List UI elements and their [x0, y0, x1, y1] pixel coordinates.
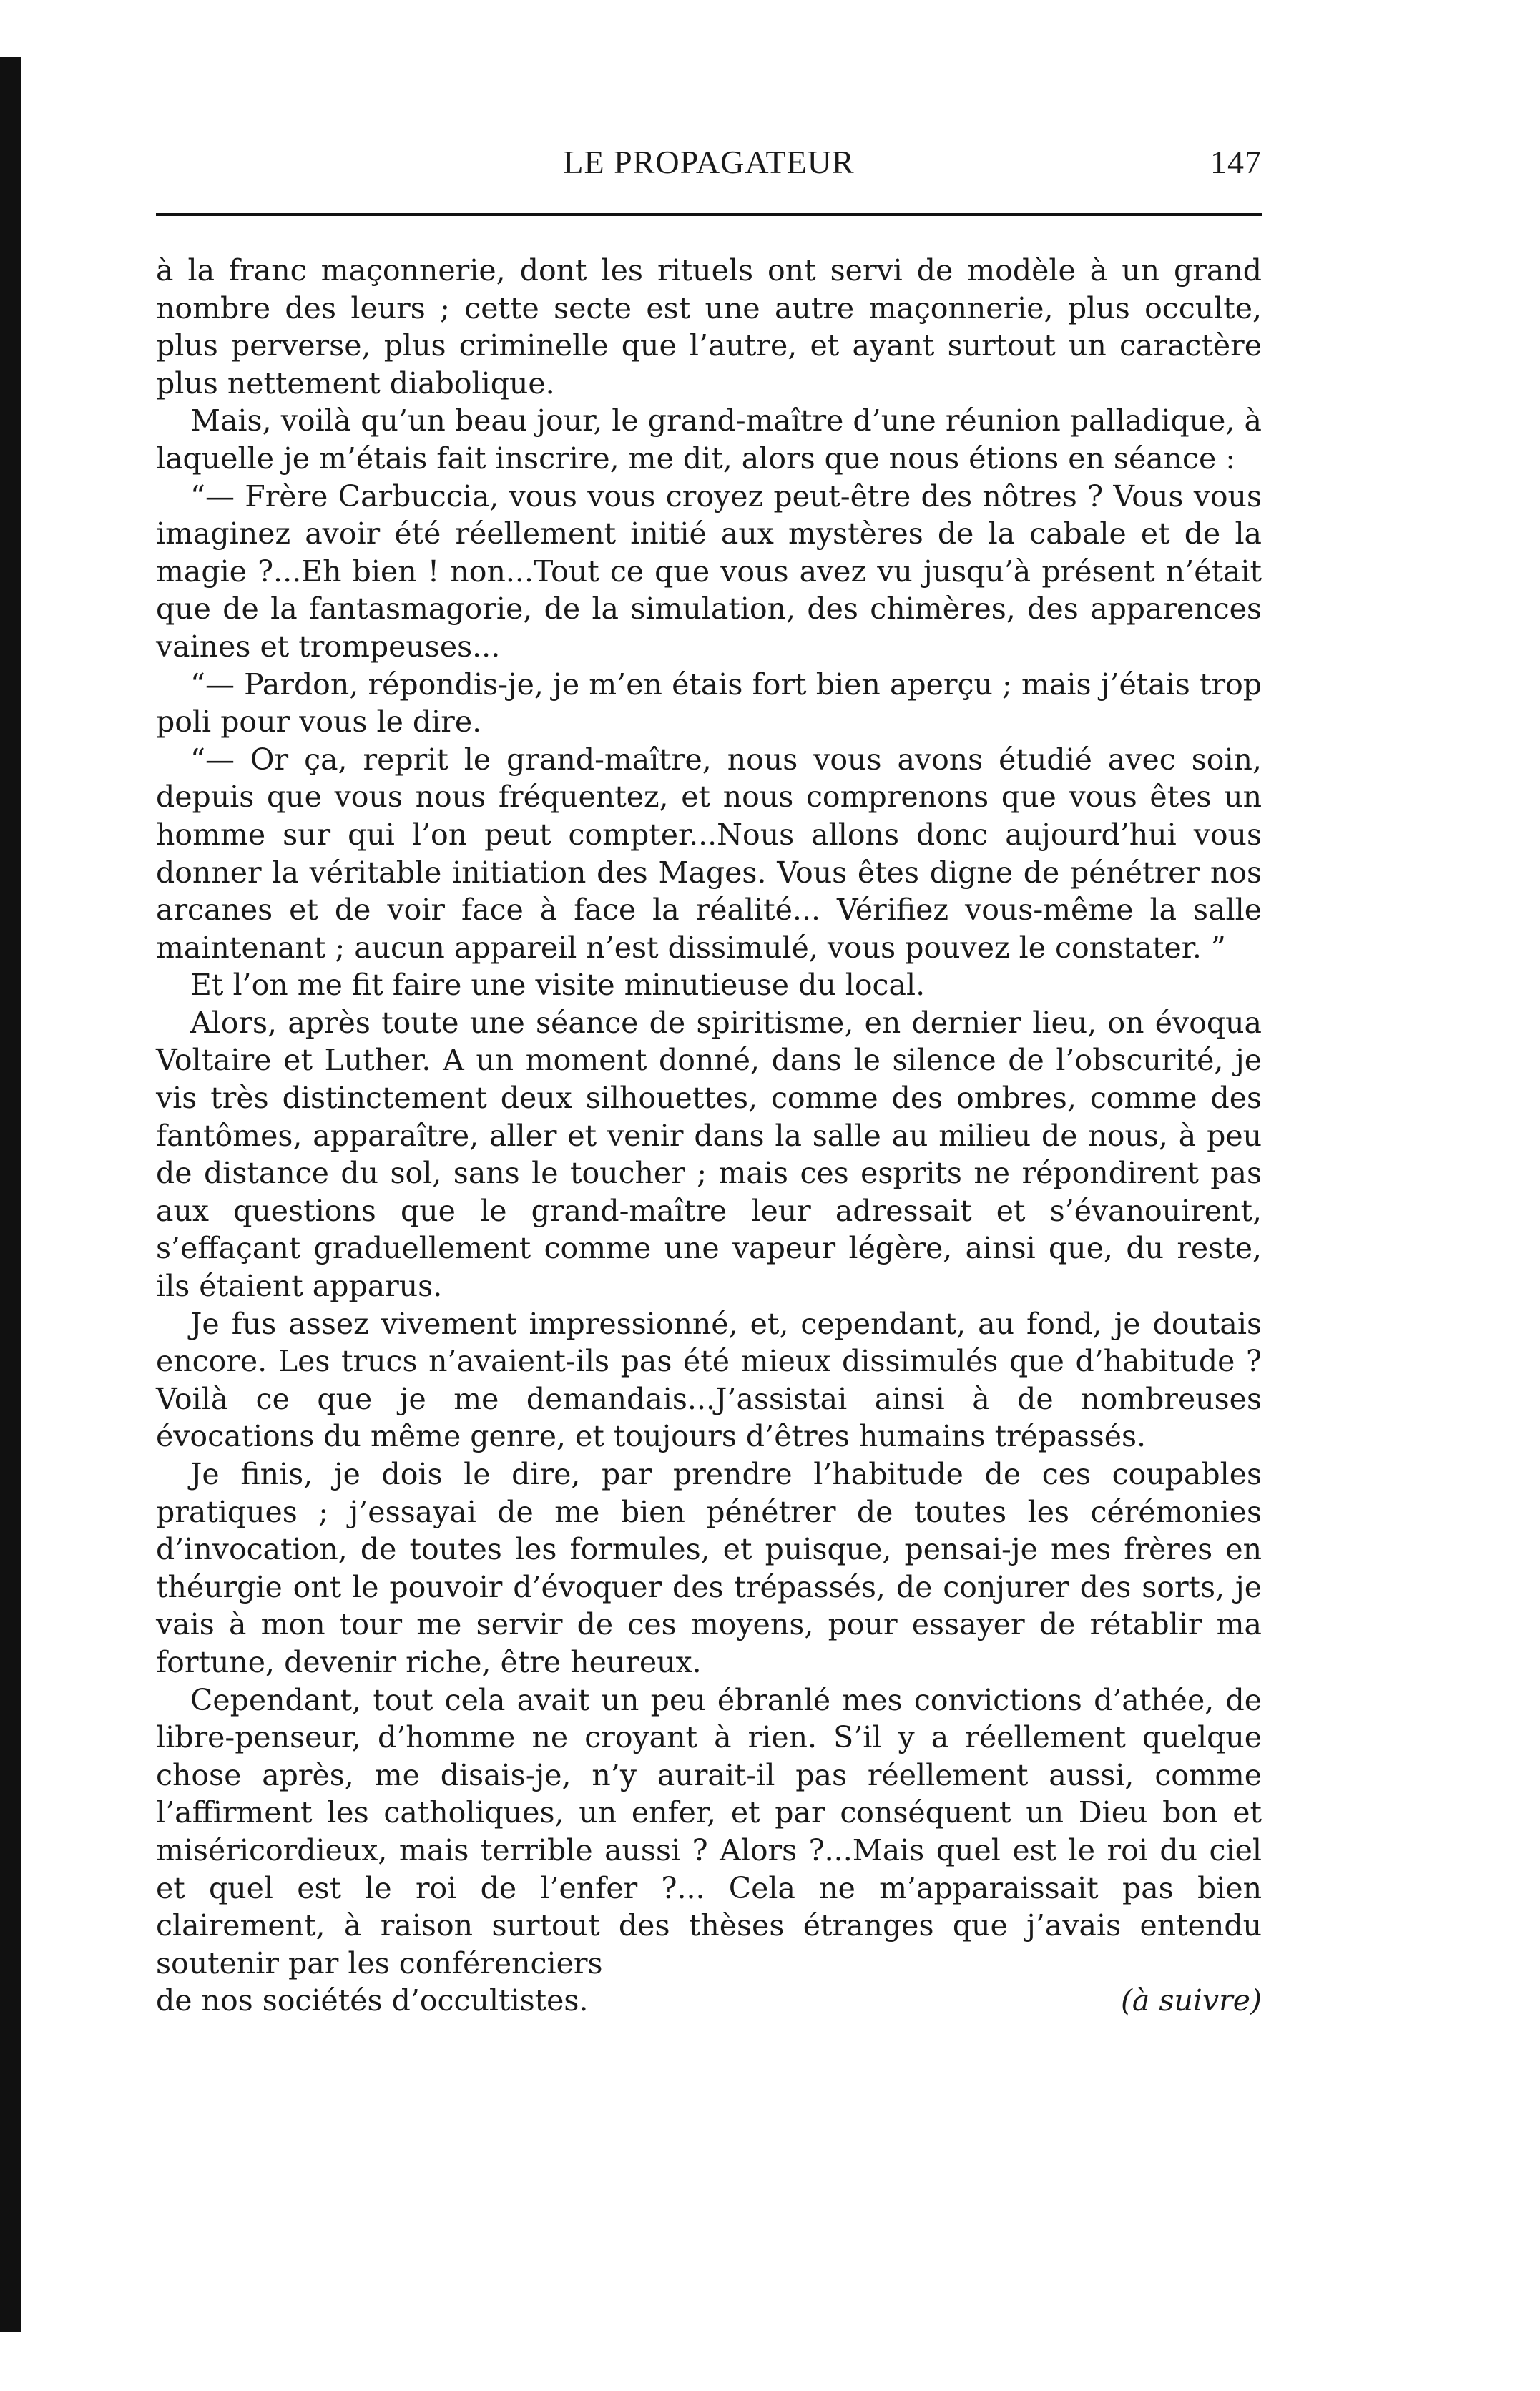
paragraph: Et l’on me fit faire une visite minutieuse du local.: [190, 968, 926, 1003]
paragraph: Alors, après toute une séance de spiritisme, en dernier lieu, on évoqua Voltaire et Luther. A un moment donné, dans le silence de l’obscurité, je vis très distinctement deux silhouettes, comme des ombres, comme des fantômes, apparaître, aller et venir dans la salle au milieu de nous, à peu de distance du sol, sans le toucher ; mais ces esprits ne répondirent pas aux questions que le grand-maître leur adressait et s’évanouirent, s’effaçant graduellement comme une vapeur légère, ainsi que, du reste, ils étaient apparus.: [156, 1005, 1262, 1304]
paragraph: Je finis, je dois le dire, par prendre l’habitude de ces coupables pratiques ; j’essayai de me bien pénétrer de toutes les cérémonies d’invocation, de toutes les formules, et puisque, pensai-je mes frères en théurgie ont le pouvoir d’évoquer des trépassés, de conjurer des sorts, je vais à mon tour me servir de ces moyens, pour essayer de rétablir ma fortune, devenir riche, être heureux.: [156, 1457, 1262, 1679]
paragraph: Cependant, tout cela avait un peu ébranlé mes convictions d’athée, de libre-penseur, d’homme ne croyant à rien. S’il y a réellement quelque chose après, me disais-je, n’y aurait-il pas réellement aussi, comme l’affirment les catholiques, un enfer, et par conséquent un Dieu bon et miséricordieux, mais terrible aussi ? Alors ?...Mais quel est le roi du ciel et quel est le roi de l’enfer ?... Cela ne m’apparaissait pas bien clairement, à raison surtout des thèses étranges que j’avais entendu soutenir par les conférenciers: [156, 1682, 1262, 1980]
final-line-text: de nos sociétés d’occultistes.: [156, 1983, 589, 2018]
paragraph: “— Frère Carbuccia, vous vous croyez peut-être des nôtres ? Vous vous imaginez avoir été réellement initié aux mystères de la cabale et de la magie ?...Eh bien ! non...Tout ce que vous avez vu jusqu’à présent n’était que de la fantasmagorie, de la simulation, des chimères, des apparences vaines et trompeuses...: [156, 478, 1262, 664]
paragraph: “— Pardon, répondis-je, je m’en étais fort bien aperçu ; mais j’étais trop poli pour vous le dire.: [156, 667, 1262, 740]
running-header: [156, 143, 1262, 200]
paragraph: Je fus assez vivement impressionné, et, cependant, au fond, je doutais encore. Les trucs n’avaient-ils pas été mieux dissimulés que d’habitude ? Voilà ce que je me demandais...J’assistai ainsi à de nombreuses évocations du même genre, et toujours d’êtres humains trépassés.: [156, 1306, 1262, 1454]
page: [156, 143, 1262, 2020]
header-rule: [156, 213, 1262, 216]
body-text: [156, 252, 1262, 2020]
continued-note: (à suivre): [1120, 1983, 1262, 2018]
running-title: LE PROPAGATEUR: [563, 144, 855, 180]
paragraph: à la franc maçonnerie, dont les rituels ont servi de modèle à un grand nombre des leurs ; cette secte est une autre maçonnerie, plus occulte, plus perverse, plus criminelle que l’autre, et ayant surtout un caractère plus nettement diabolique.: [156, 253, 1262, 401]
paragraph: Mais, voilà qu’un beau jour, le grand-maître d’une réunion palladique, à laquelle je m’étais fait inscrire, me dit, alors que nous étions en séance :: [156, 403, 1262, 476]
page-number: 147: [1210, 144, 1262, 180]
page-edge-shadow: [0, 57, 21, 2332]
final-line: [156, 1982, 1262, 2020]
paragraph: “— Or ça, reprit le grand-maître, nous vous avons étudié avec soin, depuis que vous nous fréquentez, et nous comprenons que vous êtes un homme sur qui l’on peut compter...Nous allons donc aujourd’hui vous donner la véritable initiation des Mages. Vous êtes digne de pénétrer nos arcanes et de voir face à face la réalité... Vérifiez vous-même la salle maintenant ; aucun appareil n’est dissimulé, vous pouvez le constater. ”: [156, 742, 1262, 965]
